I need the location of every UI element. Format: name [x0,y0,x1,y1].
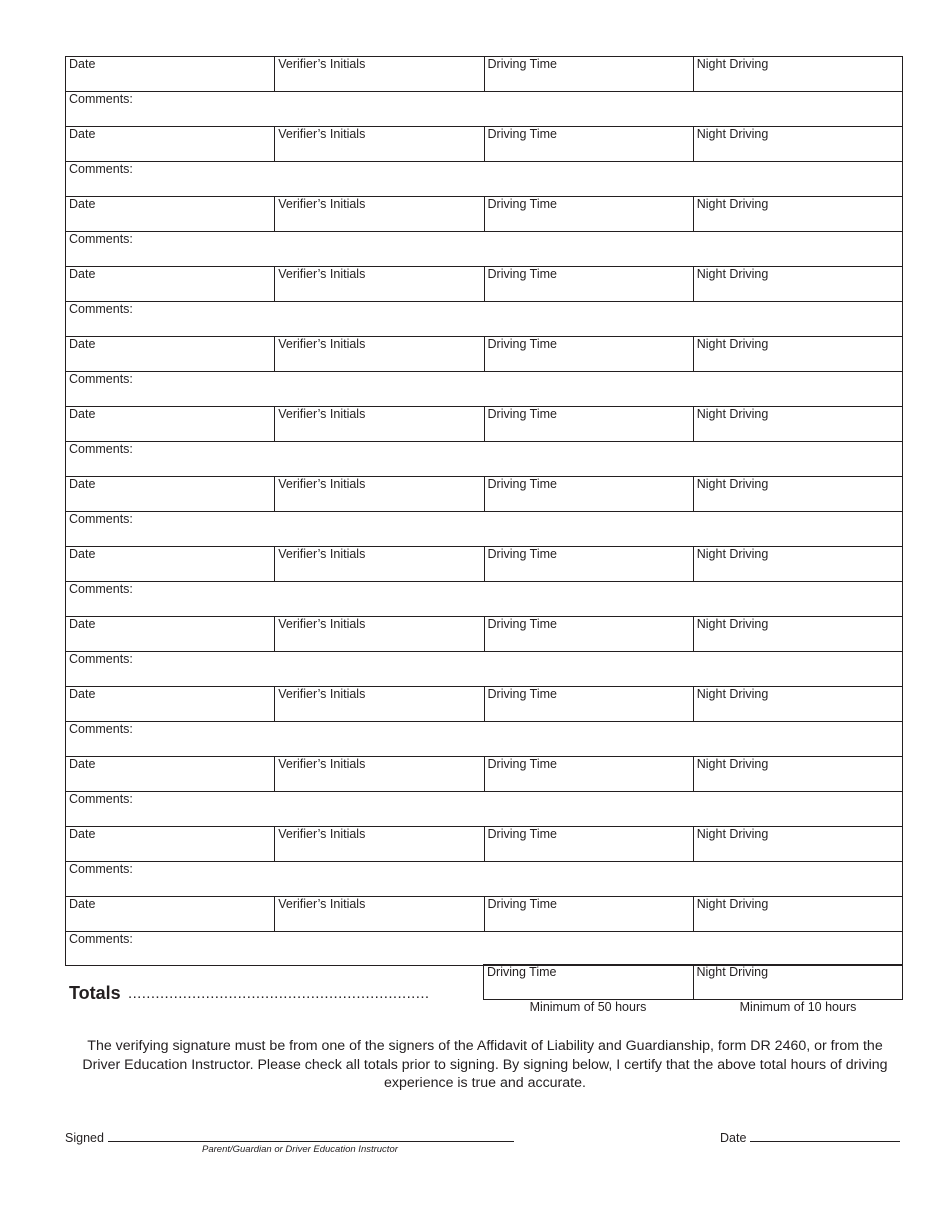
driving-time-field[interactable] [484,547,693,581]
comments-field[interactable] [66,582,902,616]
date-label: Date [69,57,96,71]
driving-time-field[interactable] [484,687,693,721]
verifier-initials-field[interactable] [274,267,483,301]
signature-date-field[interactable] [750,1130,900,1142]
comments-label: Comments: [69,302,133,316]
total-night-driving-label: Night Driving [696,965,769,979]
log-entry-fields [66,407,902,442]
date-label: Date [69,477,96,491]
log-entry [65,196,903,266]
verifier-initials-field[interactable] [274,687,483,721]
comments-label: Comments: [69,722,133,736]
totals-box [483,964,903,1000]
driving-time-label: Driving Time [487,337,557,351]
verifier-initials-field[interactable] [274,407,483,441]
date-field[interactable] [66,267,274,301]
driving-time-field[interactable] [484,197,693,231]
signed-label: Signed [65,1131,104,1145]
verifier-initials-label: Verifier’s Initials [278,197,366,211]
date-label: Date [69,267,96,281]
date-field[interactable] [66,337,274,371]
log-entry-fields [66,337,902,372]
comments-label: Comments: [69,442,133,456]
verifier-initials-label: Verifier’s Initials [278,337,366,351]
log-entry-fields [66,687,902,722]
driving-time-label: Driving Time [487,407,557,421]
date-label: Date [69,547,96,561]
night-driving-label: Night Driving [696,827,769,841]
driving-time-field[interactable] [484,267,693,301]
comments-field[interactable] [66,862,902,896]
log-entry [65,896,903,966]
comments-label: Comments: [69,162,133,176]
night-driving-label: Night Driving [696,547,769,561]
night-driving-field[interactable] [693,127,902,161]
verifier-initials-label: Verifier’s Initials [278,687,366,701]
verifier-initials-label: Verifier’s Initials [278,127,366,141]
verifier-initials-field[interactable] [274,337,483,371]
log-entry-fields [66,57,902,92]
night-driving-field[interactable] [693,197,902,231]
night-driving-field[interactable] [693,897,902,931]
date-field[interactable] [66,827,274,861]
night-driving-label: Night Driving [696,127,769,141]
night-driving-label: Night Driving [696,407,769,421]
date-field[interactable] [66,687,274,721]
night-driving-label: Night Driving [696,757,769,771]
log-entry-fields [66,757,902,792]
totals-label: Totals [69,983,121,1003]
night-driving-label: Night Driving [696,57,769,71]
night-driving-label: Night Driving [696,617,769,631]
log-entry-fields [66,267,902,302]
signature-date-label: Date [720,1131,747,1145]
log-entry [65,756,903,826]
date-field[interactable] [66,197,274,231]
date-label: Date [69,897,96,911]
night-driving-field[interactable] [693,617,902,651]
log-entry [65,686,903,756]
comments-field[interactable] [66,652,902,686]
verifier-initials-field[interactable] [274,897,483,931]
verifier-initials-field[interactable] [274,477,483,511]
log-entry-fields [66,477,902,512]
night-driving-field[interactable] [693,57,902,91]
verifier-initials-field[interactable] [274,827,483,861]
night-driving-label: Night Driving [696,197,769,211]
comments-field[interactable] [66,92,902,126]
comments-field[interactable] [66,372,902,406]
driving-time-field[interactable] [484,337,693,371]
date-field[interactable] [66,407,274,441]
verifier-initials-label: Verifier’s Initials [278,757,366,771]
night-driving-label: Night Driving [696,477,769,491]
verifier-initials-label: Verifier’s Initials [278,827,366,841]
date-field[interactable] [66,57,274,91]
driving-time-label: Driving Time [487,127,557,141]
verifier-initials-field[interactable] [274,197,483,231]
date-field[interactable] [66,617,274,651]
night-driving-field[interactable] [693,407,902,441]
log-entry [65,826,903,896]
log-entry [65,406,903,476]
night-minimum-note: Minimum of 10 hours [739,1000,857,1014]
driving-time-field[interactable] [484,477,693,511]
driving-time-field[interactable] [484,407,693,441]
log-entry-fields [66,617,902,652]
log-entry [65,476,903,546]
date-label: Date [69,407,96,421]
signed-caption: Parent/Guardian or Driver Education Instructor [202,1144,398,1155]
comments-field[interactable] [66,442,902,476]
date-field[interactable] [66,897,274,931]
date-field[interactable] [66,477,274,511]
log-entry [65,336,903,406]
driving-time-label: Driving Time [487,267,557,281]
driving-time-label: Driving Time [487,827,557,841]
comments-field[interactable] [66,302,902,336]
driving-time-label: Driving Time [487,897,557,911]
comments-label: Comments: [69,932,133,946]
date-label: Date [69,127,96,141]
comments-field[interactable] [66,232,902,266]
verifier-initials-label: Verifier’s Initials [278,617,366,631]
driving-time-field[interactable] [484,617,693,651]
comments-field[interactable] [66,722,902,756]
certification-statement: The verifying signature must be from one of the signers of the Affidavit of Liability and Guardianship, form DR 2460, or from the Driver Education Instructor. Please check all totals prior to signing. By signing below, I certify that the above total hours of driving experience is true and accurate. [82,1038,888,1091]
driving-time-label: Driving Time [487,617,557,631]
verifier-initials-field[interactable] [274,757,483,791]
driving-time-field[interactable] [484,127,693,161]
night-driving-field[interactable] [693,267,902,301]
verifier-initials-label: Verifier’s Initials [278,547,366,561]
total-driving-time-field[interactable] [484,965,693,999]
verifier-initials-label: Verifier’s Initials [278,267,366,281]
comments-field[interactable] [66,512,902,546]
driving-time-label: Driving Time [487,687,557,701]
totals-dot-leader: .................................................................. [128,985,430,1002]
night-driving-label: Night Driving [696,897,769,911]
verifier-initials-label: Verifier’s Initials [278,477,366,491]
date-label: Date [69,337,96,351]
driving-time-field[interactable] [484,57,693,91]
night-driving-label: Night Driving [696,687,769,701]
verifier-initials-label: Verifier’s Initials [278,897,366,911]
comments-label: Comments: [69,582,133,596]
comments-label: Comments: [69,372,133,386]
driving-time-field[interactable] [484,757,693,791]
total-driving-time-label: Driving Time [487,965,557,979]
night-driving-field[interactable] [693,337,902,371]
driving-log-table [65,56,903,965]
date-field[interactable] [66,127,274,161]
date-label: Date [69,197,96,211]
verifier-initials-label: Verifier’s Initials [278,57,366,71]
verifier-initials-field[interactable] [274,617,483,651]
driving-time-label: Driving Time [487,757,557,771]
signature-field[interactable] [108,1130,514,1142]
comments-label: Comments: [69,92,133,106]
verifier-initials-field[interactable] [274,57,483,91]
signed-line [65,1130,514,1145]
night-driving-field[interactable] [693,477,902,511]
comments-label: Comments: [69,652,133,666]
log-entry [65,266,903,336]
driving-time-label: Driving Time [487,197,557,211]
log-entry [65,56,903,126]
date-line [720,1130,900,1145]
night-driving-field[interactable] [693,827,902,861]
night-driving-label: Night Driving [696,337,769,351]
verifier-initials-label: Verifier’s Initials [278,407,366,421]
date-label: Date [69,687,96,701]
comments-label: Comments: [69,232,133,246]
night-driving-field[interactable] [693,547,902,581]
log-entry-fields [66,547,902,582]
comments-label: Comments: [69,512,133,526]
log-entry [65,616,903,686]
night-driving-label: Night Driving [696,267,769,281]
driving-time-field[interactable] [484,827,693,861]
comments-label: Comments: [69,862,133,876]
driving-time-label: Driving Time [487,57,557,71]
date-field[interactable] [66,547,274,581]
log-entry [65,126,903,196]
driving-time-label: Driving Time [487,477,557,491]
date-label: Date [69,757,96,771]
comments-field[interactable] [66,932,902,966]
comments-field[interactable] [66,792,902,826]
date-label: Date [69,827,96,841]
log-entry-fields [66,827,902,862]
log-entry-fields [66,197,902,232]
log-entry [65,546,903,616]
date-field[interactable] [66,757,274,791]
driving-time-label: Driving Time [487,547,557,561]
verifier-initials-field[interactable] [274,547,483,581]
log-entry-fields [66,127,902,162]
log-entry-fields [66,897,902,932]
night-driving-field[interactable] [693,757,902,791]
verifier-initials-field[interactable] [274,127,483,161]
driving-minimum-note: Minimum of 50 hours [529,1000,647,1014]
date-label: Date [69,617,96,631]
comments-field[interactable] [66,162,902,196]
comments-label: Comments: [69,792,133,806]
driving-time-field[interactable] [484,897,693,931]
night-driving-field[interactable] [693,687,902,721]
total-night-driving-field[interactable] [693,965,903,999]
